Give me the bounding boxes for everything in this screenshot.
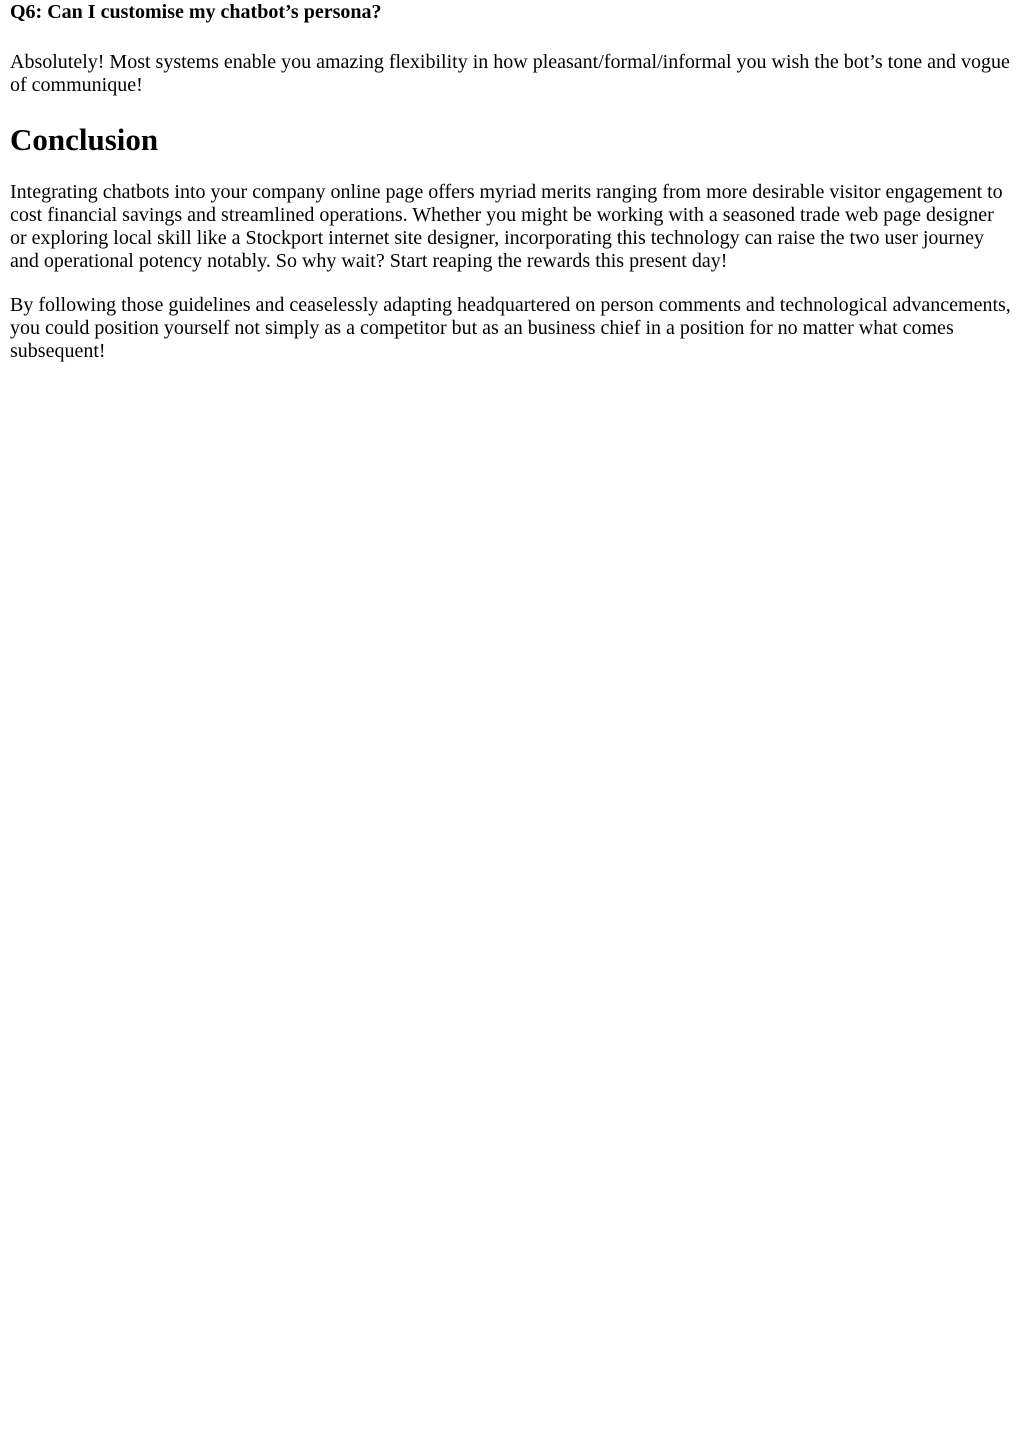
faq-question-heading: Q6: Can I customise my chatbot’s persona? bbox=[10, 1, 382, 23]
article-content bbox=[0, 0, 1024, 363]
conclusion-heading: Conclusion bbox=[10, 122, 159, 157]
faq-answer-paragraph: Absolutely! Most systems enable you amazing flexibility in how pleasant/formal/informal you wish the bot’s tone and vogue of communique! bbox=[10, 51, 1010, 96]
conclusion-paragraph-2: By following those guidelines and ceaselessly adapting headquartered on person comments and technological advancements, you could position yourself not simply as a competitor but as an business chief in a position for no matter what comes subsequent! bbox=[10, 294, 1011, 362]
conclusion-paragraph-1: Integrating chatbots into your company online page offers myriad merits ranging from more desirable visitor engagement to cost financial savings and streamlined operations. Whether you might be working with a seasoned trade web page designer or exploring local skill like a Stockport internet site designer, incorporating this technology can raise the two user journey and operational potency notably. So why wait? Start reaping the rewards this present day! bbox=[10, 181, 1003, 272]
